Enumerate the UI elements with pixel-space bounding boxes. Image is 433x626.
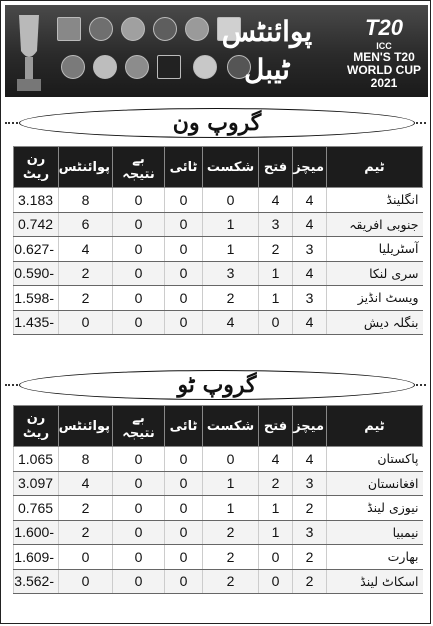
flag-west-indies-icon <box>121 17 145 41</box>
team-cell: جنوبی افریقہ <box>327 212 423 237</box>
col-net-run-rate: رن ریٹ <box>14 147 59 188</box>
lost-cell: 0 <box>203 188 259 213</box>
team-cell: بھارت <box>327 545 423 570</box>
flag-namibia-icon <box>61 55 85 79</box>
won-cell: 2 <box>259 471 293 496</box>
tied-cell: 0 <box>165 569 203 594</box>
world-cup-logo: T20 ICC MEN'S T20 WORLD CUP 2021 <box>347 15 421 90</box>
col-points: پوائنٹس <box>59 147 113 188</box>
group-one-body <box>14 188 423 335</box>
flag-afghanistan-icon <box>125 55 149 79</box>
table-row <box>14 496 423 521</box>
lost-cell: 4 <box>203 310 259 335</box>
tied-cell: 0 <box>165 237 203 262</box>
won-cell: 4 <box>259 188 293 213</box>
lost-cell: 2 <box>203 286 259 311</box>
won-cell: 1 <box>259 286 293 311</box>
points-cell: 4 <box>59 237 113 262</box>
no-result-cell: 0 <box>113 310 165 335</box>
no-result-cell: 0 <box>113 520 165 545</box>
net-run-rate-cell: -0.627 <box>14 237 59 262</box>
tied-cell: 0 <box>165 188 203 213</box>
matches-cell: 3 <box>293 520 327 545</box>
table-header-row <box>14 406 423 447</box>
net-run-rate-cell: -1.600 <box>14 520 59 545</box>
col-points: پوائنٹس <box>59 406 113 447</box>
table-row <box>14 237 423 262</box>
col-won: فتح <box>259 147 293 188</box>
tied-cell: 0 <box>165 496 203 521</box>
team-cell: آسٹریلیا <box>327 237 423 262</box>
tied-cell: 0 <box>165 261 203 286</box>
col-team: ٹیم <box>327 147 423 188</box>
no-result-cell: 0 <box>113 261 165 286</box>
net-run-rate-cell: -1.435 <box>14 310 59 335</box>
points-cell: 4 <box>59 471 113 496</box>
team-cell: اسکاٹ لینڈ <box>327 569 423 594</box>
team-cell: سری لنکا <box>327 261 423 286</box>
table-row <box>14 310 423 335</box>
table-row <box>14 520 423 545</box>
trophy-icon <box>13 11 45 95</box>
col-lost: شکست <box>203 147 259 188</box>
tied-cell: 0 <box>165 520 203 545</box>
matches-cell: 4 <box>293 310 327 335</box>
header-banner <box>5 5 428 97</box>
tied-cell: 0 <box>165 471 203 496</box>
lost-cell: 2 <box>203 569 259 594</box>
points-cell: 2 <box>59 520 113 545</box>
won-cell: 1 <box>259 261 293 286</box>
won-cell: 0 <box>259 545 293 570</box>
points-cell: 0 <box>59 310 113 335</box>
won-cell: 1 <box>259 496 293 521</box>
team-cell: ویسٹ انڈیز <box>327 286 423 311</box>
net-run-rate-cell: 3.183 <box>14 188 59 213</box>
net-run-rate-cell: 1.065 <box>14 447 59 472</box>
won-cell: 3 <box>259 212 293 237</box>
flag-scotland-icon <box>93 55 117 79</box>
points-cell: 8 <box>59 447 113 472</box>
matches-cell: 4 <box>293 212 327 237</box>
col-matches: میچز <box>293 406 327 447</box>
lost-cell: 1 <box>203 471 259 496</box>
points-cell: 0 <box>59 545 113 570</box>
col-net-run-rate: رن ریٹ <box>14 406 59 447</box>
team-cell: انگلینڈ <box>327 188 423 213</box>
group-one-table <box>13 146 423 335</box>
won-cell: 2 <box>259 237 293 262</box>
team-cell: نیوزی لینڈ <box>327 496 423 521</box>
team-cell: بنگلہ دیش <box>327 310 423 335</box>
won-cell: 1 <box>259 520 293 545</box>
tied-cell: 0 <box>165 286 203 311</box>
matches-cell: 3 <box>293 471 327 496</box>
points-cell: 2 <box>59 496 113 521</box>
table-row <box>14 545 423 570</box>
net-run-rate-cell: -1.598 <box>14 286 59 311</box>
col-matches: میچز <box>293 147 327 188</box>
tied-cell: 0 <box>165 447 203 472</box>
matches-cell: 3 <box>293 237 327 262</box>
lost-cell: 3 <box>203 261 259 286</box>
cricket-ball-icon <box>153 17 177 41</box>
no-result-cell: 0 <box>113 188 165 213</box>
flag-bangladesh-icon <box>89 17 113 41</box>
col-tied: ٹائی <box>165 406 203 447</box>
no-result-cell: 0 <box>113 237 165 262</box>
points-cell: 6 <box>59 212 113 237</box>
col-tied: ٹائی <box>165 147 203 188</box>
lost-cell: 1 <box>203 496 259 521</box>
banner-title: پوائنٹس ٹیبل <box>221 15 313 86</box>
tied-cell: 0 <box>165 545 203 570</box>
lost-cell: 2 <box>203 520 259 545</box>
team-cell: نیمبیا <box>327 520 423 545</box>
no-result-cell: 0 <box>113 447 165 472</box>
net-run-rate-cell: -0.590 <box>14 261 59 286</box>
table-row <box>14 212 423 237</box>
no-result-cell: 0 <box>113 212 165 237</box>
net-run-rate-cell: 0.742 <box>14 212 59 237</box>
net-run-rate-cell: 0.765 <box>14 496 59 521</box>
table-row <box>14 261 423 286</box>
no-result-cell: 0 <box>113 569 165 594</box>
team-cell: پاکستان <box>327 447 423 472</box>
col-lost: شکست <box>203 406 259 447</box>
col-no-result: بے نتیجہ <box>113 147 165 188</box>
tied-cell: 0 <box>165 310 203 335</box>
team-cell: افغانستان <box>327 471 423 496</box>
table-header-row <box>14 147 423 188</box>
matches-cell: 4 <box>293 447 327 472</box>
group-one-title: گروپ ون <box>19 108 415 138</box>
col-team: ٹیم <box>327 406 423 447</box>
points-cell: 0 <box>59 569 113 594</box>
group-two-title: گروپ ٹو <box>19 370 415 400</box>
no-result-cell: 0 <box>113 286 165 311</box>
table-row <box>14 569 423 594</box>
flag-new-zealand-icon <box>157 55 181 79</box>
net-run-rate-cell: 3.097 <box>14 471 59 496</box>
lost-cell: 0 <box>203 447 259 472</box>
col-no-result: بے نتیجہ <box>113 406 165 447</box>
lost-cell: 2 <box>203 545 259 570</box>
lost-cell: 1 <box>203 237 259 262</box>
matches-cell: 3 <box>293 286 327 311</box>
won-cell: 4 <box>259 447 293 472</box>
won-cell: 0 <box>259 310 293 335</box>
group-two-body <box>14 447 423 594</box>
table-row <box>14 447 423 472</box>
net-run-rate-cell: -1.609 <box>14 545 59 570</box>
matches-cell: 2 <box>293 496 327 521</box>
col-won: فتح <box>259 406 293 447</box>
points-cell: 8 <box>59 188 113 213</box>
matches-cell: 2 <box>293 569 327 594</box>
table-row <box>14 286 423 311</box>
table-row <box>14 188 423 213</box>
flag-sri-lanka-icon <box>57 17 81 41</box>
lost-cell: 1 <box>203 212 259 237</box>
net-run-rate-cell: -3.562 <box>14 569 59 594</box>
group-two-table <box>13 405 423 594</box>
points-cell: 2 <box>59 261 113 286</box>
won-cell: 0 <box>259 569 293 594</box>
tied-cell: 0 <box>165 212 203 237</box>
no-result-cell: 0 <box>113 471 165 496</box>
table-row <box>14 471 423 496</box>
no-result-cell: 0 <box>113 496 165 521</box>
matches-cell: 2 <box>293 545 327 570</box>
matches-cell: 4 <box>293 188 327 213</box>
matches-cell: 4 <box>293 261 327 286</box>
no-result-cell: 0 <box>113 545 165 570</box>
points-cell: 2 <box>59 286 113 311</box>
